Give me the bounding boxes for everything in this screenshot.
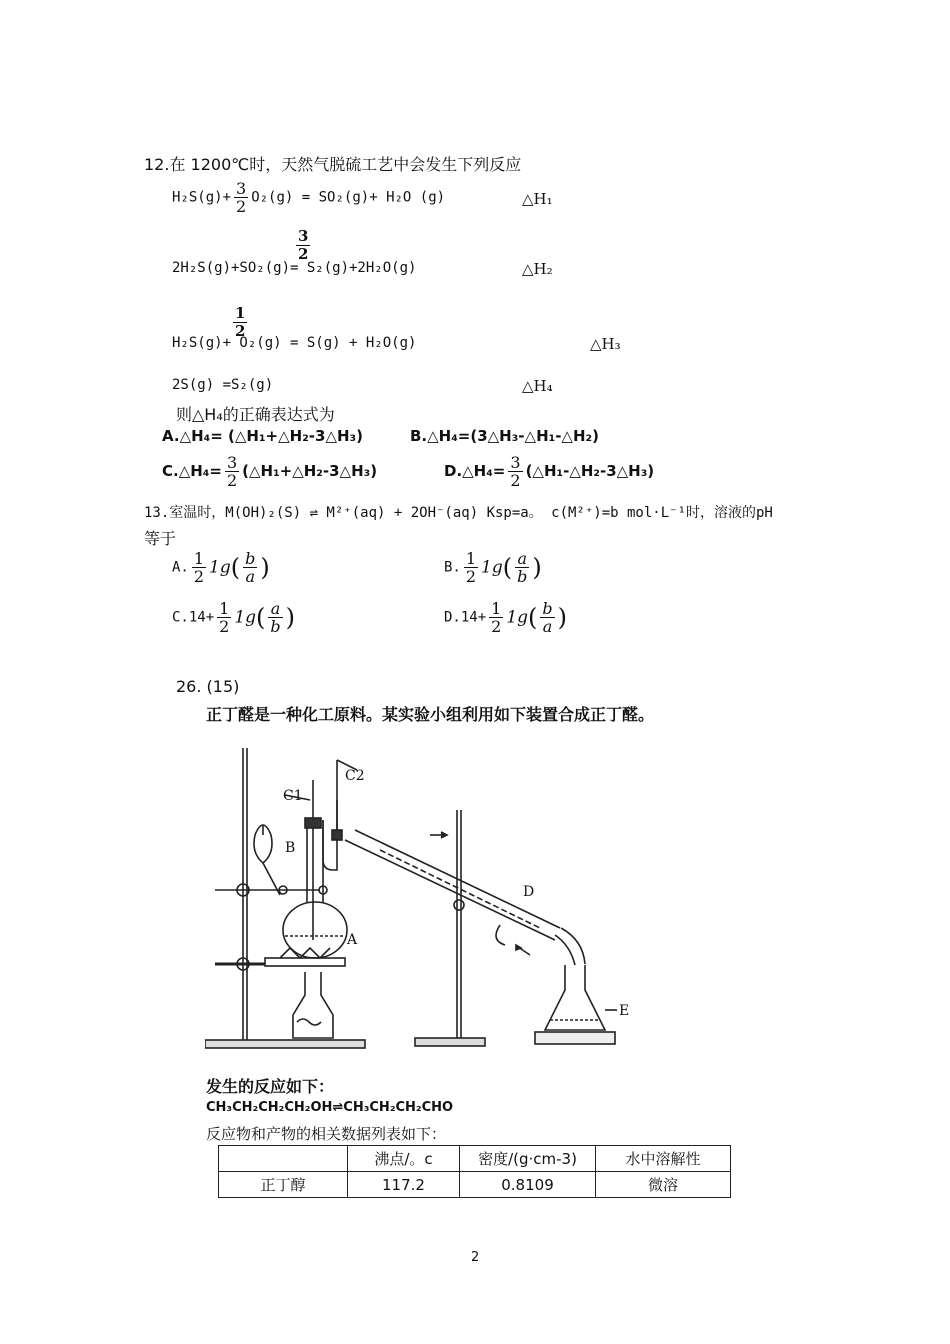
q13-stem: 13.室温时，M(OH)₂(S) ⇌ M²⁺(aq) + 2OH⁻(aq) Ksp=a。 c(M²⁺)=b mol·L⁻¹时，溶液的pH — [144, 505, 773, 521]
r2-fraction: $\frac{3}{2}$ — [298, 227, 309, 263]
q12-reaction-4: 2S(g) =S₂(g) — [172, 377, 274, 393]
label-a: A — [347, 932, 358, 948]
q13-option-d: D.14+ $\frac{1}{2}$ 1g( $\frac{b}{a}$ ) — [444, 599, 568, 636]
q12-stem: 12.在 1200℃时，天然气脱硫工艺中会发生下列反应 — [144, 155, 522, 174]
dh3: △H₃ — [590, 335, 621, 353]
label-e: E — [619, 1003, 630, 1019]
properties-table — [218, 1145, 731, 1198]
label-d: D — [523, 884, 535, 900]
q12-reaction-3: H₂S(g)+ O₂(g) = S(g) + H₂O(g) — [172, 335, 417, 351]
q12-option-a: A.△H₄= (△H₁+△H₂-3△H₃) — [162, 427, 363, 445]
table-header — [219, 1146, 348, 1172]
q13-option-c: C.14+ $\frac{1}{2}$ 1g( $\frac{a}{b}$ ) — [172, 599, 296, 636]
q13-option-a: A. $\frac{1}{2}$ 1g( $\frac{b}{a}$ ) — [172, 549, 270, 586]
label-c1: C1 — [283, 788, 303, 804]
table-cell: 117.2 — [348, 1172, 460, 1198]
reaction-heading: 发生的反应如下： — [206, 1077, 335, 1096]
table-header-row — [219, 1146, 731, 1172]
q13-option-b: B. $\frac{1}{2}$ 1g( $\frac{a}{b}$ ) — [444, 549, 542, 586]
table-header: 沸点/。c — [348, 1146, 460, 1172]
distillation-apparatus-diagram — [205, 740, 635, 1055]
q12-ask: 则△H₄的正确表达式为 — [176, 405, 335, 424]
r1-left: H₂S(g)+ — [172, 189, 232, 206]
q12-reaction-1 — [172, 180, 445, 215]
r1-fraction: $\frac{3}{2}$ — [236, 179, 247, 216]
reaction-equation: CH₃CH₂CH₂CH₂OH⇌CH₃CH₂CH₂CHO — [206, 1100, 454, 1115]
dh4: △H₄ — [522, 377, 553, 395]
r3-fraction: $\frac{1}{2}$ — [235, 304, 246, 340]
table-cell: 微溶 — [596, 1172, 731, 1198]
label-b: B — [285, 840, 296, 856]
label-c2: C2 — [345, 768, 365, 784]
q12-option-d: D.△H₄= $\frac{3}{2}$ (△H₁-△H₂-3△H₃) — [444, 453, 655, 490]
table-row — [219, 1172, 731, 1198]
table-header: 密度/(g·cm-3) — [460, 1146, 596, 1172]
r1-right: O₂(g) = SO₂(g)+ H₂O (g) — [251, 189, 446, 206]
table-header: 水中溶解性 — [596, 1146, 731, 1172]
table-intro: 反应物和产物的相关数据列表如下： — [206, 1125, 447, 1143]
dh2: △H₂ — [522, 260, 553, 278]
page-number: 2 — [471, 1250, 480, 1265]
q13-stem-cont: 等于 — [144, 529, 177, 548]
q12-option-c: C.△H₄= $\frac{3}{2}$ (△H₁+△H₂-3△H₃) — [162, 453, 378, 490]
dh1: △H₁ — [522, 190, 553, 208]
q26-intro: 正丁醛是一种化工原料。某实验小组利用如下装置合成正丁醛。 — [206, 705, 655, 724]
table-cell: 正丁醇 — [219, 1172, 348, 1198]
q12-option-b: B.△H₄=(3△H₃-△H₁-△H₂) — [410, 427, 599, 445]
q26-head: 26. (15) — [176, 677, 240, 696]
q12-reaction-2: 2H₂S(g)+SO₂(g)= S₂(g)+2H₂O(g) — [172, 260, 417, 276]
table-cell: 0.8109 — [460, 1172, 596, 1198]
